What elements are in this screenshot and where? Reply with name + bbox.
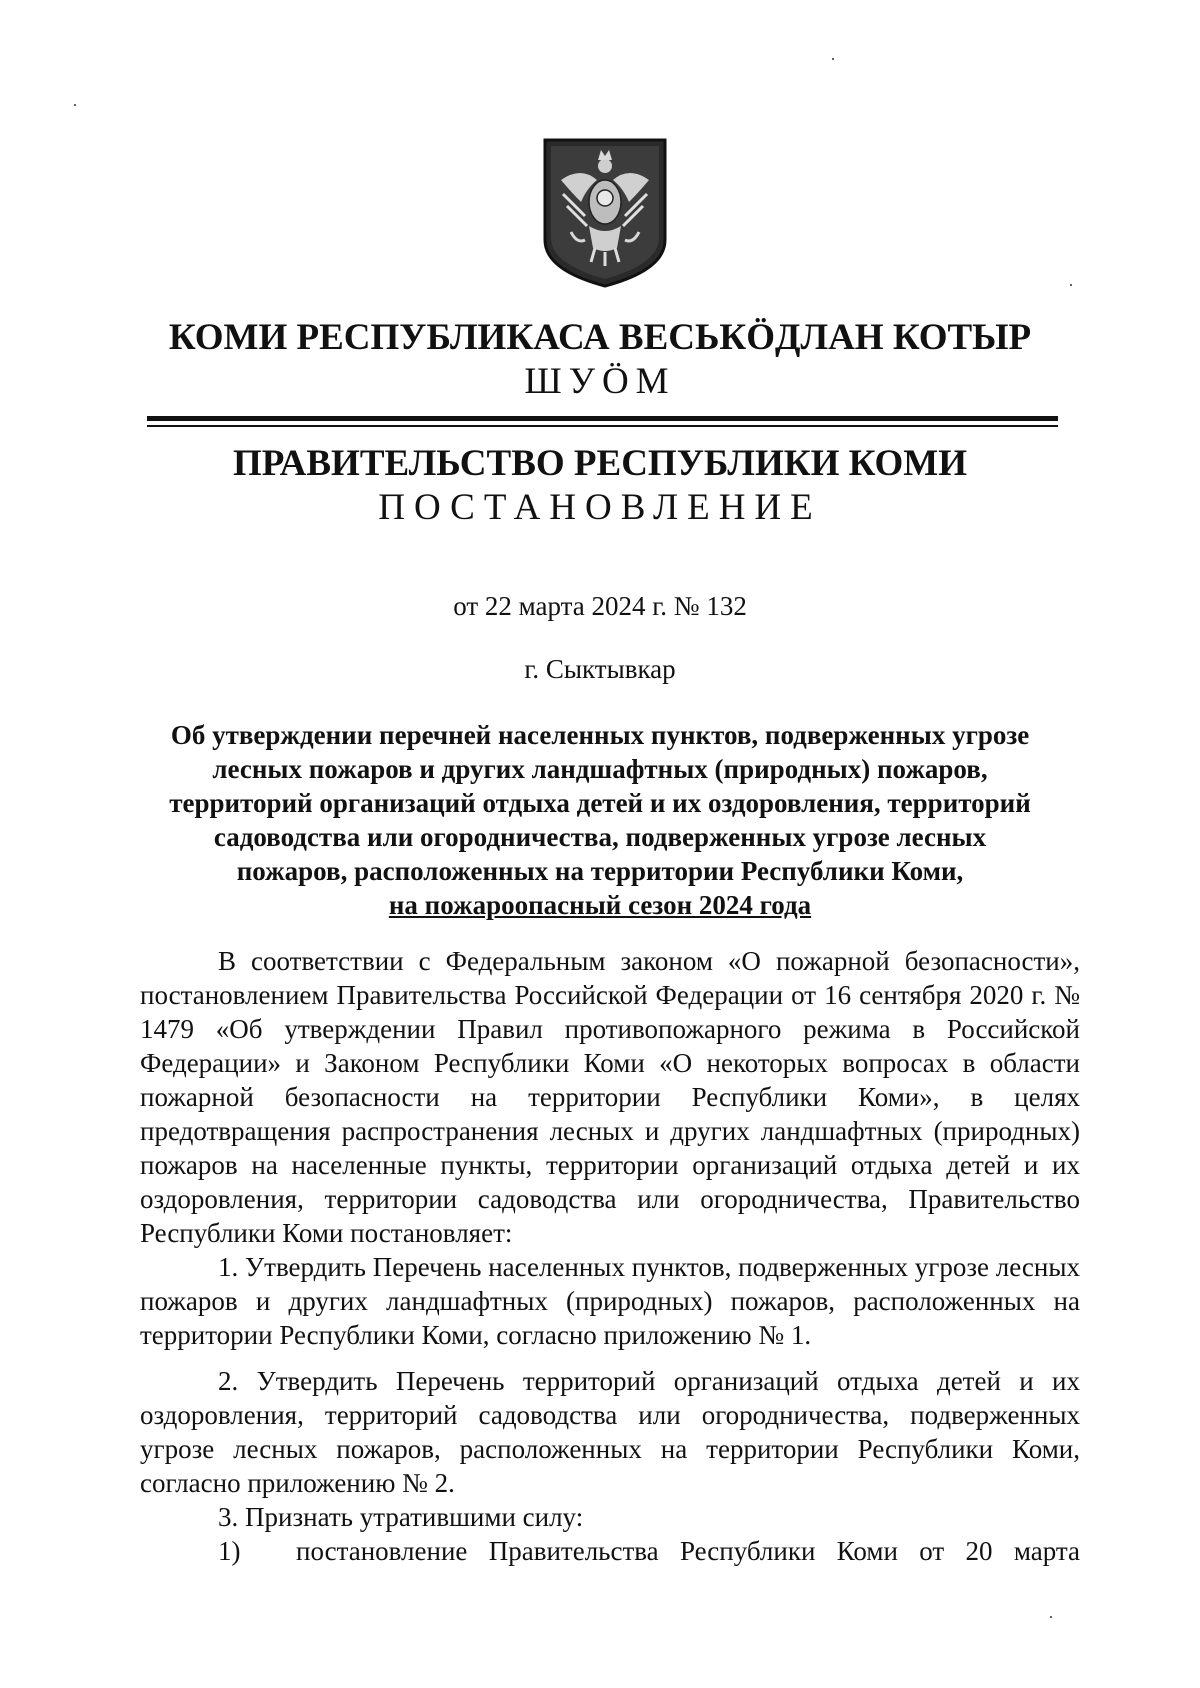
decree-title xyxy=(140,718,1060,922)
decree-title-line: лесных пожаров и других ландшафтных (природных) пожаров, xyxy=(212,754,988,784)
item-3-paragraph: 3. Признать утратившими силу: xyxy=(218,1502,584,1532)
subitem-1-number: 1) xyxy=(218,1536,241,1566)
decree-date-number: от 22 марта 2024 г. № 132 xyxy=(453,591,747,621)
subitem-1-text: постановление Правительства Республики Коми от 20 марта xyxy=(296,1536,1080,1566)
scan-speck xyxy=(74,104,76,106)
komi-government-title: КОМИ РЕСПУБЛИКАСА ВЕСЬКӦДЛАН КОТЫР xyxy=(168,317,1032,358)
scan-speck xyxy=(1050,1616,1052,1618)
russian-government-title: ПРАВИТЕЛЬСТВО РЕСПУБЛИКИ КОМИ xyxy=(233,443,967,484)
komi-decree-label: ШУӦМ xyxy=(524,361,676,402)
decree-body xyxy=(140,944,1080,1568)
coat-of-arms-icon xyxy=(541,136,669,288)
header-divider-thin xyxy=(147,425,1058,427)
decree-title-line: садоводства или огородничества, подверженных угрозе лесных xyxy=(213,822,987,852)
item-2-paragraph: 2. Утвердить Перечень территорий организаций отдыха детей и их оздоровления, территорий садоводства или огородничества, подверженных угрозе лесных пожаров, расположенных на территории Республики Коми, согласно приложению № 2. xyxy=(140,1366,1080,1498)
decree-city: г. Сыктывкар xyxy=(524,654,676,684)
decree-title-line: Об утверждении перечней населенных пунктов, подверженных угрозе xyxy=(170,720,1030,750)
decree-title-line: пожаров, расположенных на территории Республики Коми, xyxy=(236,856,964,886)
scan-speck xyxy=(832,58,834,60)
preamble-paragraph: В соответствии с Федеральным законом «О пожарной безопасности», постановлением Правительства Российской Федерации от 16 сентября 2020 г. № 1479 «Об утверждении Правил противопожарного режима в Российской Федерации» и Законом Республики Коми «О некоторых вопросах в области пожарной безопасности на территории Республики Коми», в целях предотвращения распространения лесных и других ландшафтных (природных) пожаров на населенные пункты, территории организаций отдыха детей и их оздоровления, территории садоводства или огородничества, Правительство Республики Коми постановляет: xyxy=(140,946,1080,1248)
scan-speck xyxy=(1070,284,1072,286)
decree-title-line-underlined: на пожароопасный сезон 2024 года xyxy=(388,890,812,920)
subitem-1 xyxy=(140,1534,1080,1568)
decree-title-line: территорий организаций отдыха детей и их оздоровления, территорий xyxy=(169,788,1031,818)
item-1-paragraph: 1. Утвердить Перечень населенных пунктов, подверженных угрозе лесных пожаров и других ландшафтных (природных) пожаров, расположенных на территории Республики Коми, согласно приложению № 1. xyxy=(140,1252,1080,1350)
russian-decree-label: ПОСТАНОВЛЕНИЕ xyxy=(378,487,822,528)
header-divider-thick xyxy=(147,416,1058,421)
subitem-1-text-wrap xyxy=(296,1534,1080,1568)
